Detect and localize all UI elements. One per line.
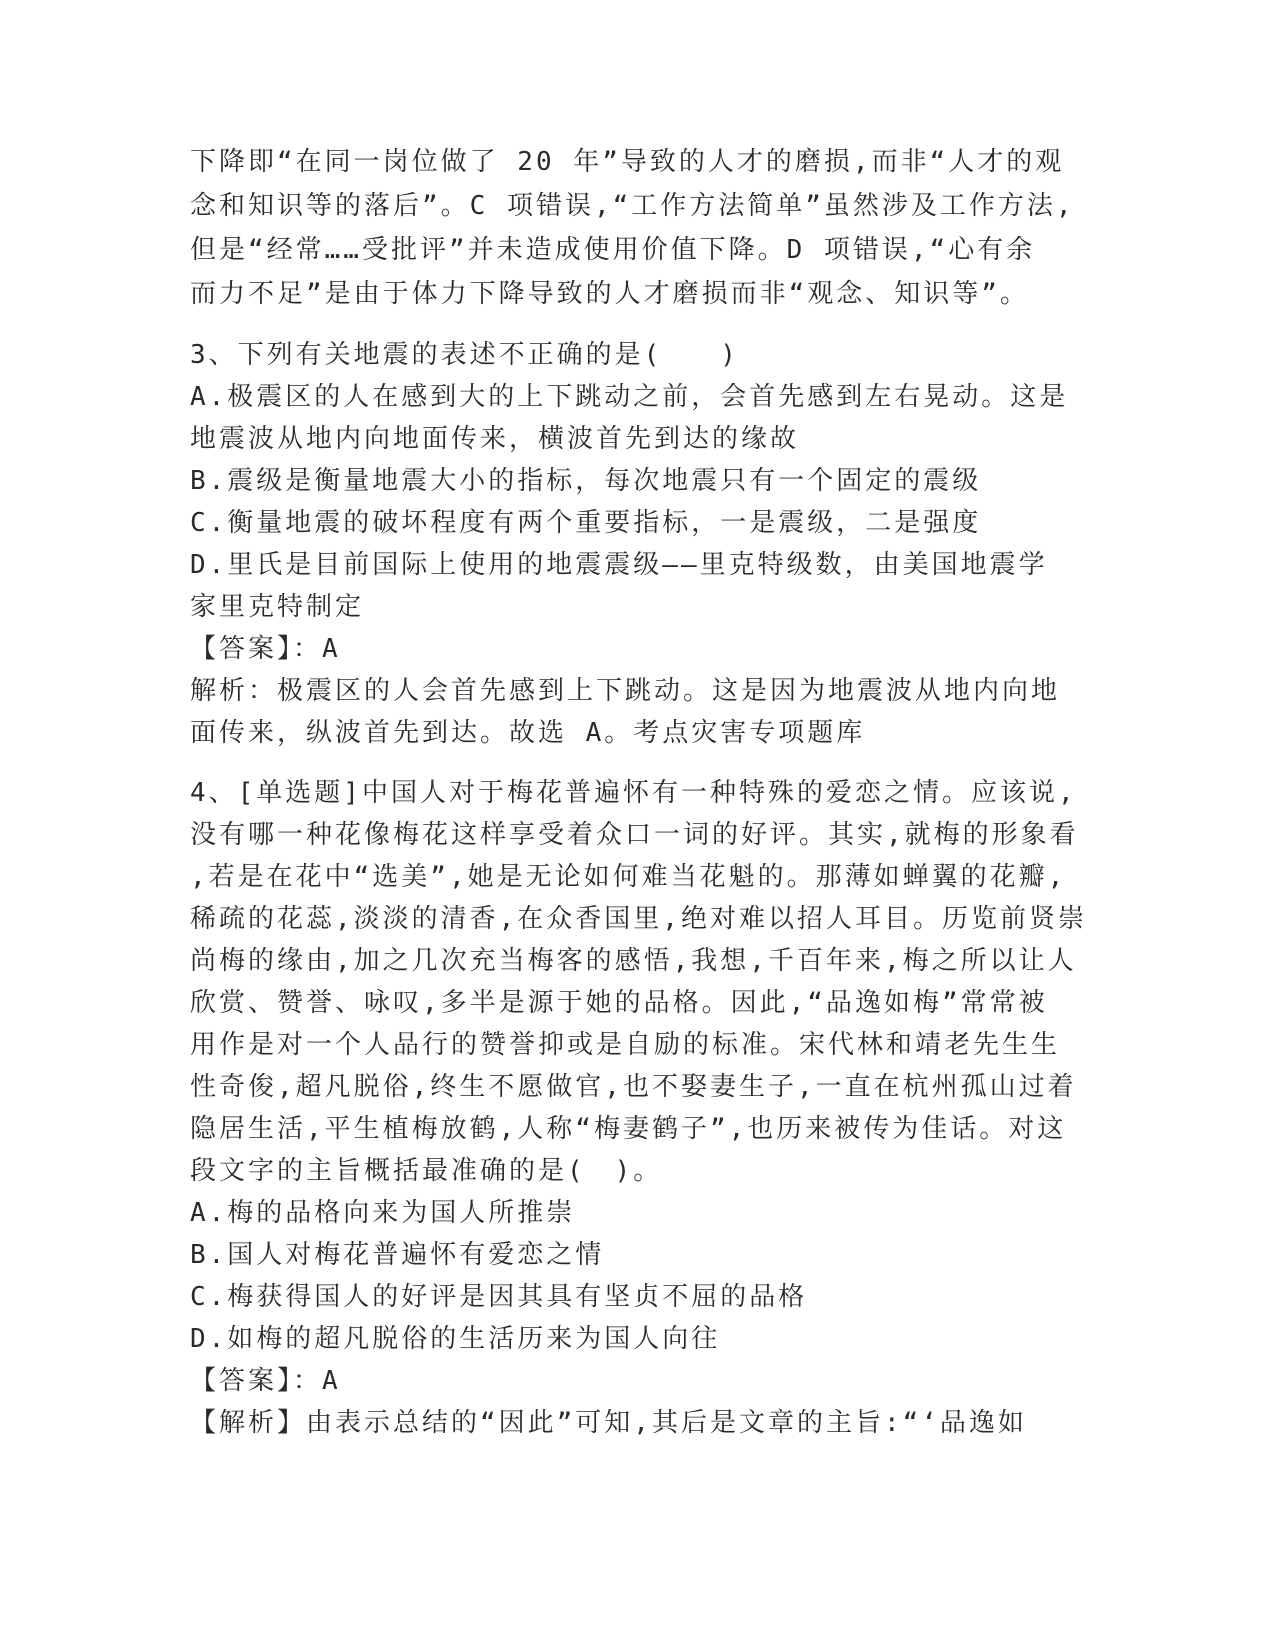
- question-stem: 3、下列有关地震的表述不正确的是( ): [190, 340, 739, 370]
- previous-analysis-continuation: [190, 140, 1090, 316]
- question-4: [190, 772, 1090, 1444]
- text-line: 下降即“在同一岗位做了 20 年”导致的人才的磨损,而非“人才的观: [190, 147, 1065, 177]
- question-stem-line: 用作是对一个人品行的赞誉抑或是自励的标准。宋代林和靖老先生生: [190, 1030, 1061, 1060]
- option-c: C.梅获得国人的好评是因其具有坚贞不屈的品格: [190, 1282, 808, 1312]
- question-3: [190, 334, 1090, 754]
- question-stem-line: 稀疏的花蕊,淡淡的清香,在众香国里,绝对难以招人耳目。历览前贤崇: [190, 904, 1087, 934]
- question-stem-line: 欣赏、赞誉、咏叹,多半是源于她的品格。因此,“品逸如梅”常常被: [190, 988, 1048, 1018]
- option-d-line-2: 家里克特制定: [190, 592, 365, 622]
- option-c: C.衡量地震的破坏程度有两个重要指标，一是震级，二是强度: [190, 508, 982, 538]
- question-stem-line: 4、[单选题]中国人对于梅花普遍怀有一种特殊的爱恋之情。应该说,: [190, 778, 1077, 808]
- text-line: 念和知识等的落后”。C 项错误,“工作方法简单”虽然涉及工作方法,: [190, 191, 1075, 221]
- answer: 【答案】：A: [190, 634, 341, 664]
- question-stem-line: 尚梅的缘由,加之几次充当梅客的感悟,我想,千百年来,梅之所以让人: [190, 946, 1077, 976]
- analysis-line: 面传来，纵波首先到达。故选 A。考点灾害专项题库: [190, 718, 866, 748]
- option-d: D.如梅的超凡脱俗的生活历来为国人向往: [190, 1324, 721, 1354]
- option-d-line-1: D.里氏是目前国际上使用的地震震级——里克特级数，由美国地震学: [190, 550, 1048, 580]
- option-a: A.梅的品格向来为国人所推崇: [190, 1198, 576, 1228]
- analysis-line: 解析：极震区的人会首先感到上下跳动。这是因为地震波从地内向地: [190, 676, 1061, 706]
- page-content: [190, 140, 1090, 1444]
- text-line: 但是“经常……受批评”并未造成使用价值下降。D 项错误,“心有余: [190, 235, 1036, 265]
- question-stem-line: ,若是在花中“选美”,她是无论如何难当花魁的。那薄如蝉翼的花瓣,: [190, 862, 1067, 892]
- question-stem-line: 性奇俊,超凡脱俗,终生不愿做官,也不娶妻生子,一直在杭州孤山过着: [190, 1072, 1077, 1102]
- analysis-line: 【解析】由表示总结的“因此”可知,其后是文章的主旨:“‘品逸如: [190, 1408, 1027, 1438]
- option-b: B.震级是衡量地震大小的指标，每次地震只有一个固定的震级: [190, 466, 982, 496]
- option-a-line-2: 地震波从地内向地面传来，横波首先到达的缘故: [190, 424, 800, 454]
- option-b: B.国人对梅花普遍怀有爱恋之情: [190, 1240, 605, 1270]
- answer: 【答案】：A: [190, 1366, 341, 1396]
- option-a-line-1: A.极震区的人在感到大的上下跳动之前，会首先感到左右晃动。这是: [190, 382, 1069, 412]
- text-line: 而力不足”是由于体力下降导致的人才磨损而非“观念、知识等”。: [190, 279, 1029, 309]
- question-stem-line: 隐居生活,平生植梅放鹤,人称“梅妻鹤子”,也历来被传为佳话。对这: [190, 1114, 1067, 1144]
- question-stem-line: 段文字的主旨概括最准确的是( )。: [190, 1156, 663, 1186]
- question-stem-line: 没有哪一种花像梅花这样享受着众口一词的好评。其实,就梅的形象看: [190, 820, 1079, 850]
